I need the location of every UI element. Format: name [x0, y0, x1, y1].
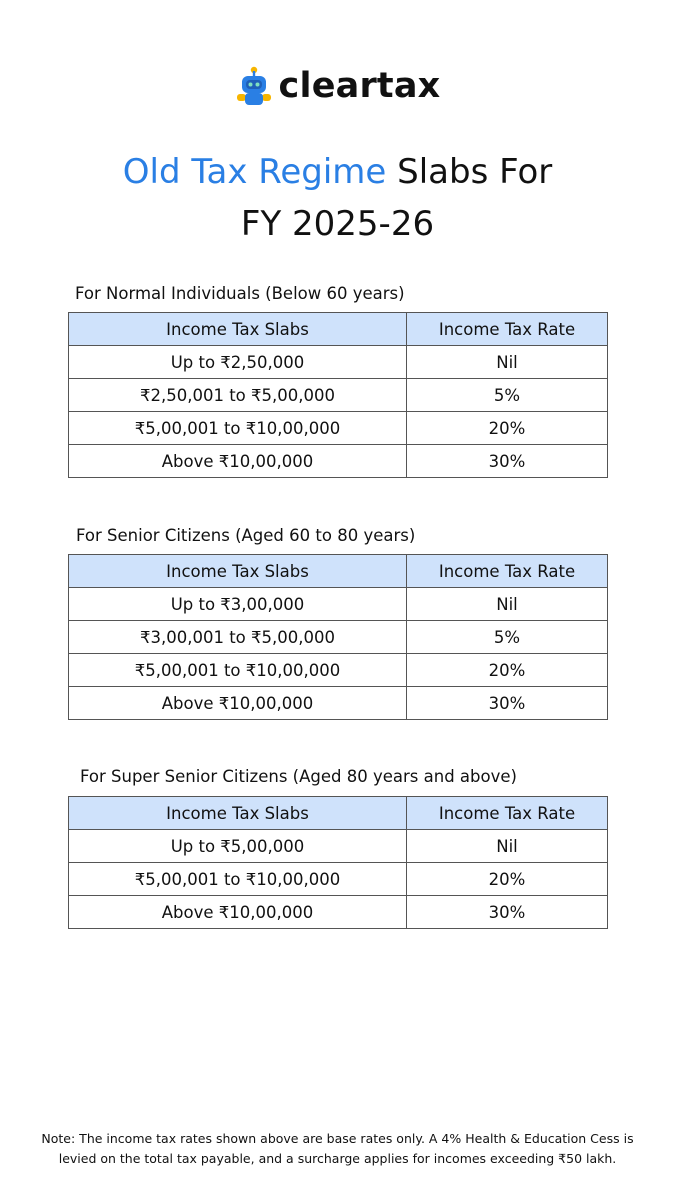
table-header-row [69, 797, 608, 830]
slab-cell: ₹2,50,001 to ₹5,00,000 [69, 379, 407, 412]
rate-cell: 20% [407, 863, 608, 896]
table-row [69, 896, 608, 929]
table-row [69, 346, 608, 379]
page-title [0, 146, 675, 250]
rate-cell: 5% [407, 621, 608, 654]
rate-cell: Nil [407, 588, 608, 621]
table-row [69, 621, 608, 654]
slab-cell: Above ₹10,00,000 [69, 445, 407, 478]
rate-cell: 20% [407, 654, 608, 687]
column-header-slabs: Income Tax Slabs [69, 797, 407, 830]
slab-cell: Up to ₹5,00,000 [69, 830, 407, 863]
table-header-row [69, 313, 608, 346]
rate-cell: 30% [407, 687, 608, 720]
column-header-rate: Income Tax Rate [407, 313, 608, 346]
footnote-line-1: Note: The income tax rates shown above are base rates only. A 4% Health & Education Cess is [41, 1131, 634, 1146]
column-header-rate: Income Tax Rate [407, 555, 608, 588]
slab-table-normal [68, 312, 608, 478]
rate-cell: 5% [407, 379, 608, 412]
rate-cell: Nil [407, 346, 608, 379]
slab-cell: ₹5,00,001 to ₹10,00,000 [69, 412, 407, 445]
rate-cell: 30% [407, 896, 608, 929]
section-label-super-senior: For Super Senior Citizens (Aged 80 years and above) [80, 767, 517, 786]
title-rest: Slabs For [386, 152, 553, 192]
slab-cell: Above ₹10,00,000 [69, 896, 407, 929]
table-row [69, 687, 608, 720]
column-header-rate: Income Tax Rate [407, 797, 608, 830]
slab-cell: Up to ₹3,00,000 [69, 588, 407, 621]
footnote-line-2: levied on the total tax payable, and a surcharge applies for incomes exceeding ₹50 lakh. [58, 1151, 617, 1166]
slab-table-super-senior [68, 796, 608, 929]
table-row [69, 654, 608, 687]
rate-cell: Nil [407, 830, 608, 863]
brand-logo [0, 66, 675, 106]
brand-name: cleartax [278, 66, 441, 106]
column-header-slabs: Income Tax Slabs [69, 313, 407, 346]
slab-cell: ₹3,00,001 to ₹5,00,000 [69, 621, 407, 654]
section-label-normal: For Normal Individuals (Below 60 years) [75, 284, 405, 303]
column-header-slabs: Income Tax Slabs [69, 555, 407, 588]
table-row [69, 863, 608, 896]
table-row [69, 588, 608, 621]
table-row [69, 445, 608, 478]
table-row [69, 830, 608, 863]
section-label-senior: For Senior Citizens (Aged 60 to 80 years) [76, 526, 416, 545]
table-row [69, 379, 608, 412]
rate-cell: 20% [407, 412, 608, 445]
slab-cell: Above ₹10,00,000 [69, 687, 407, 720]
slab-cell: Up to ₹2,50,000 [69, 346, 407, 379]
slab-table-senior [68, 554, 608, 720]
title-highlight: Old Tax Regime [122, 152, 387, 192]
slab-cell: ₹5,00,001 to ₹10,00,000 [69, 863, 407, 896]
robot-mascot-icon [235, 66, 273, 106]
slab-cell: ₹5,00,001 to ₹10,00,000 [69, 654, 407, 687]
title-line-2: FY 2025-26 [240, 204, 435, 244]
title-line-1 [0, 146, 675, 198]
rate-cell: 30% [407, 445, 608, 478]
footnote [20, 1129, 655, 1169]
table-header-row [69, 555, 608, 588]
table-row [69, 412, 608, 445]
